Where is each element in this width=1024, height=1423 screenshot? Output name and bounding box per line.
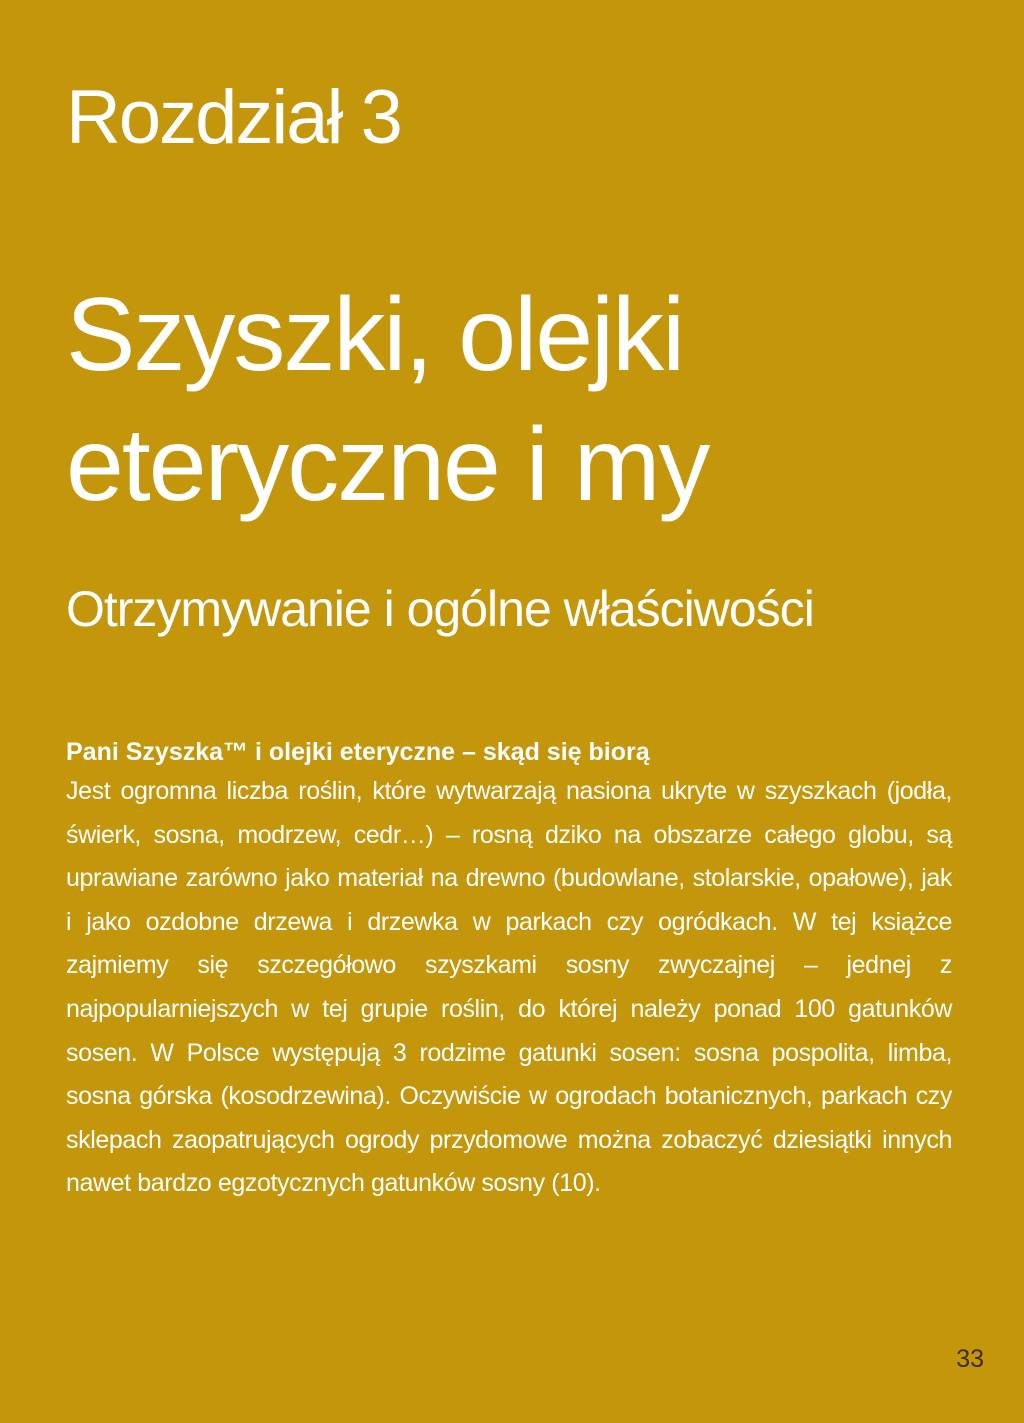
text-section <box>66 734 952 1206</box>
chapter-subtitle: Otrzymywanie i ogólne właściwości <box>66 581 814 637</box>
page-number: 33 <box>956 1345 984 1373</box>
chapter-label: Rozdział 3 <box>66 75 401 160</box>
chapter-title: Szyszki, olejki eteryczne i my <box>66 277 709 523</box>
section-body: Jest ogromna liczba roślin, które wytwarzają nasiona ukryte w szyszkach (jodła, świerk, sosna, modrzew, cedr…) – rosną dziko na obszarze całego globu, są uprawiane zarówno jako materiał na drewno (budowlane, stolarskie, opałowe), jak i jako ozdobne drzewa i drzewka w parkach czy ogródkach. W tej książce zajmiemy się szczegółowo szyszkami sosny zwyczajnej – jednej z najpopularniejszych w tej grupie roślin, do której należy ponad 100 gatunków sosen. W Polsce występują 3 rodzime gatunki sosen: sosna pospolita, limba, sosna górska (kosodrzewina). Oczywiście w ogrodach botanicznych, parkach czy sklepach zaopatrujących ogrody przydomowe można zobaczyć dziesiątki innych nawet bardzo egzotycznych gatunków sosny (10). <box>66 777 952 1198</box>
section-heading: Pani Szyszka™ i olejki eteryczne – skąd się biorą <box>66 738 650 766</box>
